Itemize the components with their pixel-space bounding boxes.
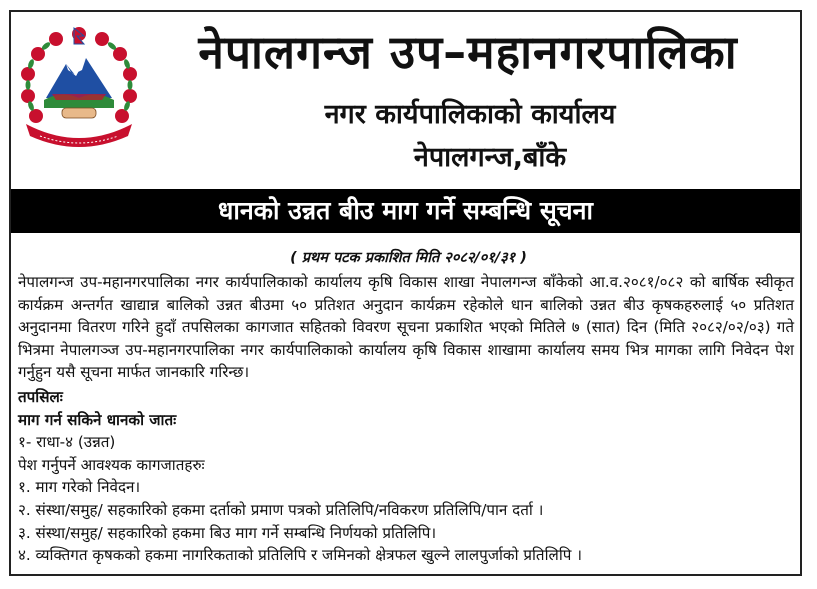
list-item: १. माग गरेको निवेदन। bbox=[18, 478, 141, 497]
details-label: तपसिलः bbox=[18, 388, 63, 406]
list-item: ३. संस्था/समुह/ सहकारिको हकमा बिउ माग गर्ने सम्बन्धि निर्णयको प्रतिलिपि। bbox=[18, 523, 437, 542]
list-item: १- राधा-४ (उन्नत) bbox=[18, 433, 116, 452]
published-date: ( प्रथम पटक प्रकाशित मिति २०८२/०१/३१ ) bbox=[290, 250, 527, 266]
notice-heading: धानको उन्नत बीउ माग गर्ने सम्बन्धि सूचना bbox=[11, 189, 800, 233]
municipality-title: नेपालगन्ज उप–महानगरपालिका bbox=[198, 25, 738, 79]
varieties-label: माग गर्न सकिने धानको जातः bbox=[18, 410, 177, 429]
nepal-government-emblem-icon bbox=[16, 24, 142, 150]
documents-label: पेश गर्नुपर्ने आवश्यक कागजातहरुः bbox=[18, 455, 205, 474]
list-item: ४. व्यक्तिगत कृषकको हकमा नागरिकताको प्रतिलिपि र जमिनको क्षेत्रफल खुल्ने लालपुर्जाको प्रतिलिपि । bbox=[18, 546, 582, 565]
office-subtitle: नगर कार्यपालिकाको कार्यालय bbox=[324, 99, 616, 130]
notice-body: नेपालगन्ज उप-महानगरपालिका नगर कार्यपालिकाको कार्यालय कृषि विकास शाखा नेपालगन्ज बाँकेको आ.व.२०८१/०८२ को बार्षिक स्वीकृत कार्यक्रम अन्तर्गत खाद्यान्न बालिको उन्नत बीउमा ५० प्रतिशत अनुदान कार्यक्रम रहेकोले धान बालिको उन्नत बीउ कृषकहरुलाई ५० प्रतिशत अनुदानमा वितरण गरिने हुदाँ तपसिलका कागजात सहितको विवरण सूचना प्रकाशित भएको मितिले ७ (सात) दिन (मिति २०८२/०२/०३) गते भित्रमा नेपालगञ्ज उप-महानगरपालिका नगर कार्यपालिकाको कार्यालय कृषि विकास शाखामा कार्यालय समय भित्र मागका लागि निवेदन पेश गर्नुहुन यसै सूचना मार्फत जानकारि गरिन्छ। bbox=[18, 273, 794, 382]
details-section bbox=[18, 386, 794, 567]
list-item: २. संस्था/समुह/ सहकारिको हकमा दर्ताको प्रमाण पत्रको प्रतिलिपि/नविकरण प्रतिलिपि/पान दर्ता । bbox=[18, 500, 544, 519]
office-location: नेपालगन्ज,बाँके bbox=[413, 142, 567, 173]
